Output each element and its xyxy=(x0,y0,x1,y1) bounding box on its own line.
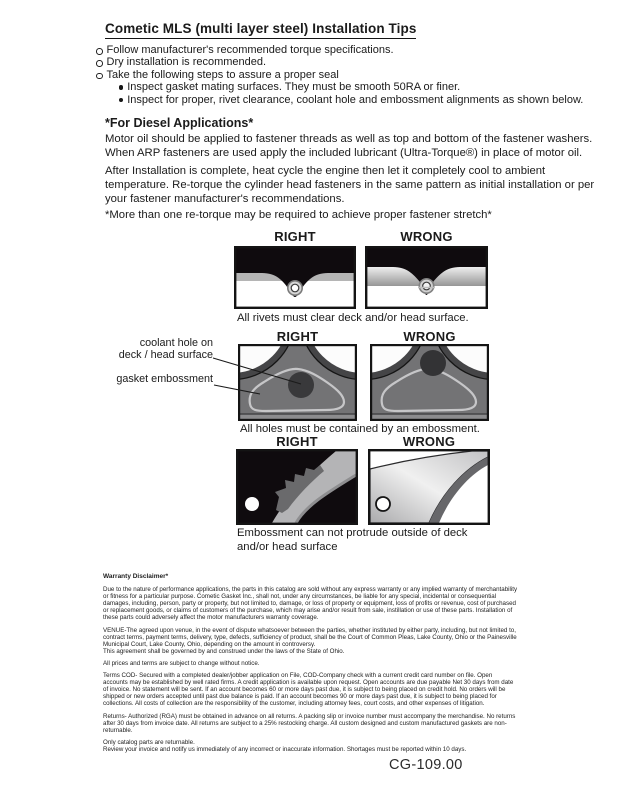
list-item xyxy=(96,45,601,57)
list-item xyxy=(119,82,601,94)
embossment-wrong-diagram xyxy=(368,449,490,525)
callout-text: gasket embossment xyxy=(116,373,213,385)
tip-text: Take the following steps to assure a proper seal xyxy=(106,68,339,81)
right-label: RIGHT xyxy=(276,329,319,344)
diesel-heading: *For Diesel Applications* xyxy=(105,116,254,130)
diesel-paragraph: After Installation is complete, heat cycle the engine then let it completely cool to ambient temperature. Re-torque the cylinder head fasteners in the same pattern as initial installation or per your fastener manufacturer's recommendations. xyxy=(105,165,595,205)
legal-paragraph: Terms COD- Secured with a completed dealer/jobber application on File, COD-Company check with a current credit card number on file. Open accounts may be established by well rated firms. A credit application is available upon request. Open accounts are due payable Net 30 days from date of invoice. No statement will be sent. If an account becomes 60 or more days past due, it is subject to being placed on credit hold. No orders will be shipped or new orders accepted until past due balance is paid. If an account becomes 90 or more days past due, it is subject to being placed for collections. All costs of collection are the responsibility of the customer, including attorney fees, court costs, and other expenses of litigation. xyxy=(103,672,514,708)
callout-text: deck / head surface xyxy=(118,348,213,361)
tip-text: Follow manufacturer's recommended torque specifications. xyxy=(106,44,394,56)
page-code: CG-109.00 xyxy=(389,757,463,773)
row2-caption: All holes must be contained by an embossment. xyxy=(240,423,480,435)
legal-heading: Warranty Disclaimer* xyxy=(103,573,169,580)
legal-paragraph xyxy=(103,739,518,753)
row1-caption: All rivets must clear deck and/or head surface. xyxy=(237,312,469,324)
retorque-note: *More than one re-torque may be required to achieve proper fastener stretch* xyxy=(105,209,492,221)
legal-line: This agreement shall be governed by and construed under the laws of the State of Ohio. xyxy=(103,647,345,655)
diesel-paragraph: Motor oil should be applied to fastener threads as well as top and bottom of the fastener washers. When ARP fasteners are used apply the included lubricant (Ultra-Torque®) in place of motor oil. xyxy=(105,133,593,159)
legal-paragraph xyxy=(103,627,518,655)
tip-text: Dry installation is recommended. xyxy=(106,56,267,69)
caption-line: and/or head surface xyxy=(237,540,338,553)
rivet-right-diagram xyxy=(234,246,356,309)
bullet-marker-icon xyxy=(96,48,103,55)
warranty-disclaimer xyxy=(103,573,518,758)
tip-text: Inspect for proper, rivet clearance, coolant hole and embossment alignments as shown below. xyxy=(127,93,584,106)
row3-caption xyxy=(237,527,467,554)
wrong-label: WRONG xyxy=(403,329,456,344)
tip-text: Inspect gasket mating surfaces. They must be smooth 50RA or finer. xyxy=(127,81,461,94)
legal-paragraph: Returns- Authorized (RGA) must be obtained in advance on all returns. A packing slip or invoice number must accompany the merchandise. No returns after 30 days from invoice date. All returns are subject to a 25% restocking charge. All custom designed and custom manufactured gaskets are non-returnable. xyxy=(103,712,516,734)
caption-line: Embossment can not protrude outside of deck xyxy=(237,527,468,539)
legal-line: Review your invoice and notify us immediately of any incorrect or inaccurate information. Shortages must be reported within 10 days. xyxy=(103,745,467,753)
legal-line: VENUE-The agreed upon venue, in the event of dispute whatsoever between the parties, whether instituted by either party, including, but not limited to, contract terms, payment terms, delivery, type, defects, sufficiency of product, shall be the Court of Common Pleas, Lake County, Ohio or the Painesville Municipal Court, Lake County, Ohio, depending on the amount in controversy. xyxy=(103,626,517,648)
rivet-wrong-diagram xyxy=(365,246,488,309)
list-item xyxy=(96,70,601,82)
legal-paragraph: All prices and terms are subject to change without notice. xyxy=(103,659,260,667)
bullet-marker-icon xyxy=(96,60,103,67)
list-item xyxy=(96,57,601,69)
embossment-right-diagram xyxy=(236,449,358,525)
bullet-marker-icon xyxy=(96,73,103,80)
legal-line: Only catalog parts are returnable. xyxy=(103,738,195,746)
right-label: RIGHT xyxy=(274,229,316,244)
right-label: RIGHT xyxy=(276,434,318,449)
callout-text: coolant hole on xyxy=(139,337,213,349)
page-title: Cometic MLS (multi layer steel) Installation Tips xyxy=(105,21,416,39)
bullet-marker-icon xyxy=(119,98,123,102)
callout-leader-lines xyxy=(108,338,308,408)
legal-paragraph: Due to the nature of performance applications, the parts in this catalog are sold without any express warranty or any implied warranty of merchantability or fitness for a particular purpose. Cometic Gasket Inc., shall not, under any circumstances, be liable for any special, incidental or consequential damages, including, person, party or property, but not limited to, damage, or loss of property or equipment, loss of profits or revenue, cost of purchased or replacement goods, or claims of customers of the purchase, which may arise and/or result from sale, instillation or use of these parts. Installation of these parts could adversely affect the motor manufacturers warranty coverage. xyxy=(103,586,518,622)
list-item xyxy=(119,95,601,107)
wrong-label: WRONG xyxy=(402,434,456,449)
wrong-label: WRONG xyxy=(400,229,453,244)
bullet-marker-icon xyxy=(119,85,123,89)
coolant-wrong-diagram xyxy=(370,344,489,421)
tips-list xyxy=(96,45,601,107)
